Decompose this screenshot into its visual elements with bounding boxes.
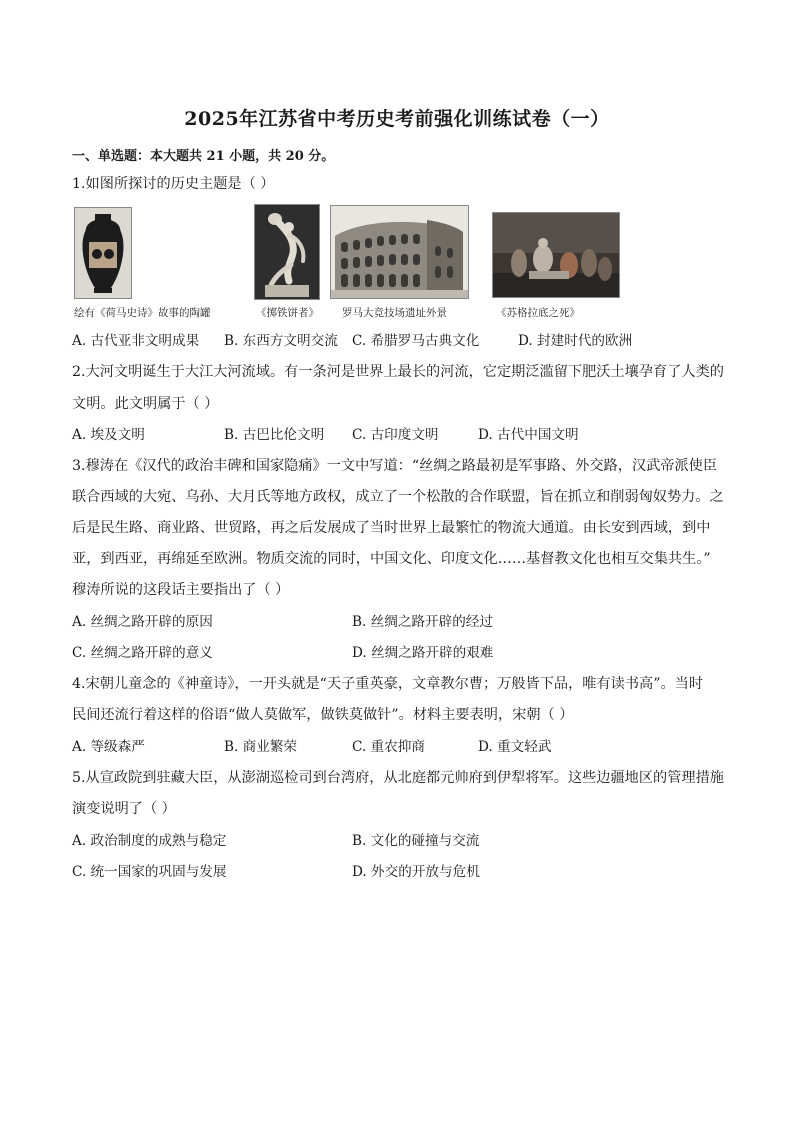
question-4-option-d[interactable]: D. 重文轻武	[478, 739, 552, 755]
question-4-option-a[interactable]: A. 等级森严	[72, 739, 145, 755]
caption-discobolus: 《掷铁饼者》	[256, 307, 319, 319]
figure-colosseum	[330, 205, 469, 299]
caption-colosseum: 罗马大竞技场遗址外景	[342, 307, 447, 319]
caption-vase: 绘有《荷马史诗》故事的陶罐	[74, 307, 211, 319]
question-5-option-c[interactable]: C. 统一国家的巩固与发展	[72, 864, 227, 880]
question-4-stem-line-2: 民间还流行着这样的俗语“做人莫做军，做铁莫做针”。材料主要表明，宋朝（ ）	[72, 707, 574, 723]
question-4-stem-line-1: 4.宋朝儿童念的《神童诗》，一开头就是“天子重英豪，文章教尔曹；万般皆下品，唯有读书高”。当时	[72, 676, 704, 692]
question-3-stem-line-5: 穆涛所说的这段话主要指出了（ ）	[72, 582, 290, 598]
question-5-stem-line-1: 5.从宣政院到驻藏大臣，从澎湖巡检司到台湾府，从北庭都元帅府到伊犁将军。这些边疆地区的管理措施	[72, 770, 724, 786]
question-3-stem-line-1: 3.穆涛在《汉代的政治丰碑和国家隐痛》一文中写道：“丝绸之路最初是军事路、外交路，汉武帝派使臣	[72, 458, 718, 474]
socrates-painting-image	[493, 213, 619, 297]
question-5-stem-line-2: 演变说明了（ ）	[72, 801, 176, 817]
question-5-option-a[interactable]: A. 政治制度的成熟与稳定	[72, 833, 227, 849]
colosseum-image	[331, 206, 468, 298]
figure-death-of-socrates	[492, 212, 620, 298]
question-1-stem: 1.如图所探讨的历史主题是（ ）	[72, 176, 275, 192]
figure-vase	[74, 207, 132, 299]
question-3-stem-line-3: 后是民生路、商业路、世贸路，再之后发展成了当时世界上最繁忙的物流大通道。由长安到西域，到中	[72, 520, 711, 536]
question-1-option-d[interactable]: D. 封建时代的欧洲	[518, 333, 633, 349]
section-heading: 一、单选题：本大题共 21 小题，共 20 分。	[72, 149, 335, 164]
question-5-option-b[interactable]: B. 文化的碰撞与交流	[352, 833, 480, 849]
question-2-option-b[interactable]: B. 古巴比伦文明	[224, 427, 325, 443]
question-4-option-c[interactable]: C. 重农抑商	[352, 739, 425, 755]
question-2-option-d[interactable]: D. 古代中国文明	[478, 427, 579, 443]
question-2-stem-line-2: 文明。此文明属于（ ）	[72, 396, 219, 412]
question-5-option-d[interactable]: D. 外交的开放与危机	[352, 864, 480, 880]
question-1-option-a[interactable]: A. 古代亚非文明成果	[72, 333, 200, 349]
caption-socrates: 《苏格拉底之死》	[496, 307, 580, 319]
question-3-option-c[interactable]: C. 丝绸之路开辟的意义	[72, 645, 213, 661]
question-3-stem-line-2: 联合西域的大宛、乌孙、大月氏等地方政权，成立了一个松散的合作联盟，旨在抓立和削弱匈奴势力。之	[72, 489, 724, 505]
question-1-option-c[interactable]: C. 希腊罗马古典文化	[352, 333, 480, 349]
question-3-stem-line-4: 亚，到西亚，再绵延至欧洲。物质交流的同时，中国文化、印度文化……基督教文化也相互交集共生。”	[72, 551, 711, 567]
question-3-option-a[interactable]: A. 丝绸之路开辟的原因	[72, 614, 213, 630]
discobolus-image	[255, 205, 319, 299]
page-title: 2025年江苏省中考历史考前强化训练试卷（一）	[184, 108, 610, 130]
question-2-stem-line-1: 2.大河文明诞生于大江大河流域。有一条河是世界上最长的河流，它定期泛滥留下肥沃土壤孕育了人类的	[72, 364, 724, 380]
question-2-option-c[interactable]: C. 古印度文明	[352, 427, 439, 443]
vase-image	[75, 208, 131, 298]
question-4-option-b[interactable]: B. 商业繁荣	[224, 739, 298, 755]
figure-discobolus	[254, 204, 320, 300]
question-3-option-b[interactable]: B. 丝绸之路开辟的经过	[352, 614, 493, 630]
question-3-option-d[interactable]: D. 丝绸之路开辟的艰难	[352, 645, 494, 661]
question-1-option-b[interactable]: B. 东西方文明交流	[224, 333, 338, 349]
question-2-option-a[interactable]: A. 埃及文明	[72, 427, 145, 443]
